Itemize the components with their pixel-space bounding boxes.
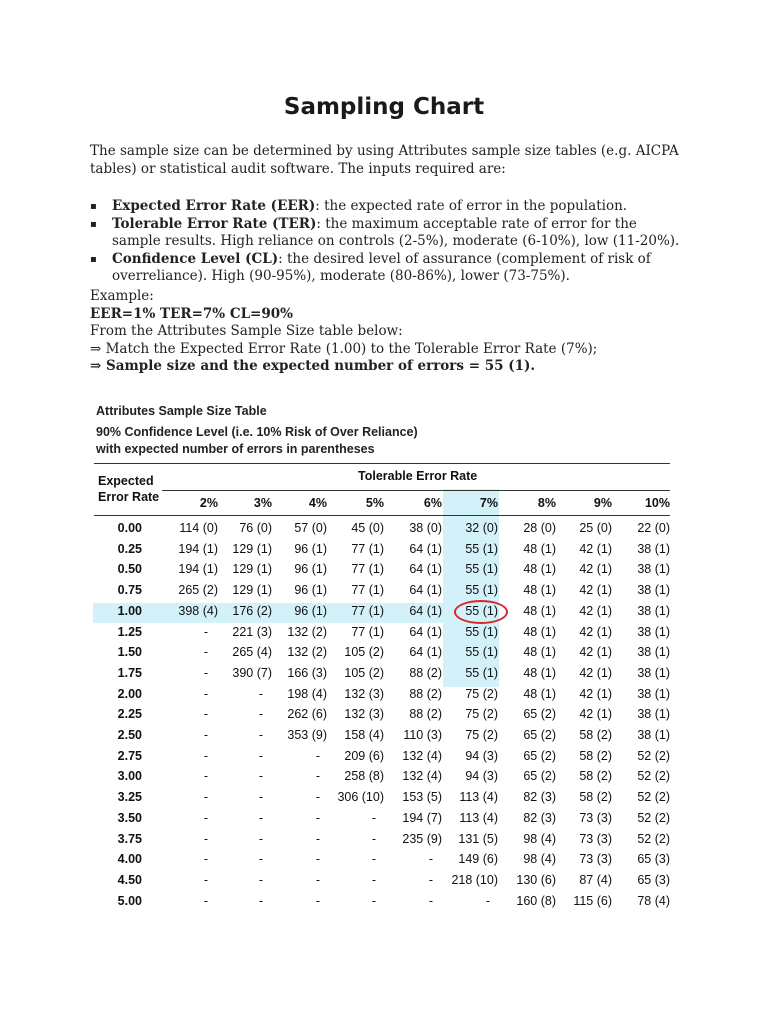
table-cell: 42 (1) (579, 541, 612, 556)
table-cell: 38 (1) (637, 707, 670, 722)
table-cell: 76 (0) (239, 521, 272, 535)
table-cell: 218 (10) (451, 872, 498, 887)
table-cell: 96 (1) (294, 583, 327, 598)
table-cell: - (371, 872, 377, 887)
table-cell: 132 (4) (402, 748, 442, 763)
table-cell: 64 (1) (409, 562, 442, 577)
table-cell: 209 (6) (344, 748, 384, 763)
table-cell: 132 (2) (287, 624, 327, 639)
example-result: ⇒ Sample size and the expected number of errors = 55 (1). (90, 358, 536, 374)
table-cell: 115 (6) (573, 893, 612, 908)
table-cell: 176 (2) (232, 603, 272, 618)
table-cell: 65 (3) (637, 872, 670, 887)
column-header: 7% (479, 496, 498, 510)
column-header: 8% (537, 496, 556, 510)
table-cell: 55 (1) (465, 645, 498, 660)
table-cell: 55 (1) (465, 624, 498, 639)
table-cell: 55 (1) (465, 541, 498, 556)
table-cell: 130 (6) (516, 872, 556, 887)
table-cell: - (315, 810, 321, 825)
term-label: Expected Error Rate (112, 198, 266, 214)
table-cell: 75 (2) (465, 728, 498, 742)
table-cell: 28 (0) (523, 521, 556, 535)
row-label: 1.75 (117, 665, 142, 680)
example-line: From the Attributes Sample Size table below: (90, 323, 403, 339)
table-cell: 105 (2) (344, 665, 384, 680)
table-cell: - (258, 748, 264, 763)
row-label: 3.75 (117, 831, 142, 846)
table-cell: 55 (1) (465, 665, 498, 680)
table-cell: 96 (1) (294, 562, 327, 577)
table-cell: - (315, 790, 321, 805)
row-label: 0.25 (117, 541, 142, 556)
table-cell: 306 (10) (337, 790, 384, 805)
row-label: 0.00 (117, 521, 142, 535)
table-cell: - (315, 893, 321, 908)
table-cell: 94 (3) (465, 769, 498, 784)
table-cell: 75 (2) (465, 686, 498, 701)
table-cell: 52 (2) (637, 810, 670, 825)
table-cell: - (203, 852, 209, 867)
table-cell: - (258, 852, 264, 867)
table-cell: - (428, 872, 434, 887)
table-cell: 38 (1) (637, 665, 670, 680)
table-cell: 114 (0) (179, 521, 218, 535)
table-cell: 42 (1) (579, 707, 612, 722)
table-cell: 113 (4) (459, 810, 498, 825)
table-cell: - (203, 872, 209, 887)
input-definitions-list (90, 198, 680, 286)
table-cell: - (371, 893, 377, 908)
table-cell: 96 (1) (294, 541, 327, 556)
table-cell: 132 (3) (344, 686, 384, 701)
table-cell: - (203, 893, 209, 908)
table-top-rule (94, 463, 670, 464)
table-cell: 129 (1) (232, 541, 272, 556)
table-cell: 198 (4) (287, 686, 327, 701)
table-cell: 42 (1) (579, 645, 612, 660)
table-cell: 42 (1) (579, 665, 612, 680)
table-cell: 48 (1) (523, 583, 556, 598)
example-params: EER=1% TER=7% CL=90% (90, 305, 293, 322)
term-description: : the expected rate of error in the population. (315, 198, 628, 214)
term-abbr: (TER) (267, 215, 317, 232)
table-cell: 55 (1) (465, 583, 498, 598)
table-cell: 42 (1) (579, 562, 612, 577)
table-cell: 55 (1) (465, 603, 498, 618)
table-cell: 48 (1) (523, 645, 556, 660)
table-cell: - (203, 624, 209, 639)
table-cell: 235 (9) (402, 831, 442, 846)
term-abbr: (EER) (265, 198, 316, 214)
table-cell: 398 (4) (178, 603, 218, 618)
table-cell: - (258, 831, 264, 846)
row-label: 0.75 (117, 583, 142, 598)
table-cell: - (203, 707, 209, 722)
table-cell: 87 (4) (579, 872, 612, 887)
column-group-header: Tolerable Error Rate (358, 469, 478, 483)
table-cell: 98 (4) (523, 852, 556, 867)
table-cell: - (315, 748, 321, 763)
example-label: Example: (90, 288, 154, 304)
row-label: 4.50 (117, 872, 142, 887)
table-cell: 38 (1) (637, 728, 670, 742)
row-label: 0.50 (117, 562, 142, 577)
table-cell: 82 (3) (523, 810, 556, 825)
term-description: : the desired level of assurance (complement of risk of overreliance). High (90-95%), moderate (80-86%), lower (73-75%). (112, 250, 651, 284)
table-cell: - (203, 748, 209, 763)
table-title: Attributes Sample Size Table (96, 404, 267, 418)
table-cell: 129 (1) (232, 583, 272, 598)
table-cell: 77 (1) (351, 624, 384, 639)
table-cell: 64 (1) (409, 645, 442, 660)
table-cell: 194 (1) (178, 562, 218, 577)
table-cell: 38 (1) (637, 624, 670, 639)
table-cell: - (203, 686, 209, 701)
table-cell: 22 (0) (637, 521, 670, 535)
table-cell: 94 (3) (465, 748, 498, 763)
table-cell: 38 (1) (637, 603, 670, 618)
row-label: 2.50 (117, 728, 142, 742)
table-cell: - (203, 810, 209, 825)
table-cell: 38 (1) (637, 562, 670, 577)
table-cell: 45 (0) (351, 521, 384, 535)
table-cell: - (315, 852, 321, 867)
table-cell: 153 (5) (402, 790, 442, 805)
table-cell: - (203, 790, 209, 805)
table-cell: 48 (1) (523, 624, 556, 639)
table-cell: - (203, 665, 209, 680)
column-header: 6% (423, 496, 442, 510)
column-header: 4% (308, 496, 327, 510)
table-subtitle: with expected number of errors in parentheses (96, 442, 375, 456)
column-header: 3% (253, 496, 272, 510)
intro-paragraph: The sample size can be determined by using Attributes sample size tables (e.g. AICPA tables) or statistical audit software. The inputs required are: (90, 143, 679, 177)
header-bottom-rule (94, 515, 670, 516)
table-cell: - (203, 645, 209, 660)
table-cell: 132 (2) (287, 645, 327, 660)
table-cell: 42 (1) (579, 686, 612, 701)
table-cell: 96 (1) (294, 603, 327, 618)
table-cell: 52 (2) (637, 748, 670, 763)
example-line: ⇒ Match the Expected Error Rate (1.00) to the Tolerable Error Rate (7%); (90, 340, 598, 357)
table-cell: 58 (2) (579, 748, 612, 763)
table-cell: 58 (2) (579, 728, 612, 742)
table-cell: 65 (3) (637, 852, 670, 867)
table-cell: 48 (1) (523, 665, 556, 680)
table-cell: 73 (3) (579, 831, 612, 846)
table-cell: 73 (3) (579, 852, 612, 867)
row-header: Error Rate (98, 490, 160, 504)
table-cell: 110 (3) (403, 728, 442, 742)
table-cell: - (428, 893, 434, 908)
table-cell: 52 (2) (637, 790, 670, 805)
table-cell: 149 (6) (458, 852, 498, 867)
table-cell: 48 (1) (523, 562, 556, 577)
table-cell: 88 (2) (409, 686, 442, 701)
table-cell: 262 (6) (287, 707, 327, 722)
row-label: 1.00 (117, 603, 142, 618)
list-item (90, 216, 680, 251)
column-group-rule (162, 490, 670, 491)
row-label: 1.50 (117, 645, 142, 660)
table-cell: 38 (1) (637, 583, 670, 598)
table-cell: 42 (1) (579, 603, 612, 618)
table-cell: - (258, 872, 264, 887)
table-cell: 105 (2) (344, 645, 384, 660)
term-label: Confidence Level (112, 250, 241, 267)
row-label: 1.25 (117, 624, 142, 639)
table-cell: 65 (2) (523, 748, 556, 763)
table-cell: 52 (2) (637, 769, 670, 784)
table-cell: 42 (1) (579, 624, 612, 639)
table-subtitle: 90% Confidence Level (i.e. 10% Risk of Over Reliance) (96, 425, 418, 439)
table-cell: - (315, 831, 321, 846)
table-cell: 166 (3) (287, 665, 327, 680)
table-cell: 221 (3) (232, 624, 272, 639)
table-cell: 113 (4) (459, 790, 498, 805)
table-cell: 64 (1) (409, 603, 442, 618)
column-header: 2% (199, 496, 218, 510)
table-cell: 52 (2) (637, 831, 670, 846)
table-cell: 38 (1) (637, 645, 670, 660)
table-cell: 38 (1) (637, 541, 670, 556)
page-title: Sampling Chart (283, 94, 485, 120)
table-cell: - (315, 872, 321, 887)
table-cell: 265 (2) (178, 583, 218, 598)
list-item (90, 198, 680, 216)
row-label: 2.25 (117, 707, 142, 722)
table-cell: - (371, 810, 377, 825)
row-label: 5.00 (117, 893, 142, 908)
table-cell: 58 (2) (579, 790, 612, 805)
term-abbr: (CL) (240, 250, 279, 267)
table-cell: 75 (2) (465, 707, 498, 722)
table-cell: - (371, 852, 377, 867)
table-cell: 48 (1) (523, 541, 556, 556)
table-cell: 64 (1) (409, 583, 442, 598)
table-cell: 160 (8) (516, 893, 556, 908)
table-cell: 65 (2) (523, 707, 556, 722)
table-cell: 64 (1) (409, 624, 442, 639)
table-cell: 58 (2) (579, 769, 612, 784)
table-cell: 158 (4) (344, 728, 384, 742)
column-header: 5% (365, 496, 384, 510)
table-cell: 194 (7) (402, 810, 442, 825)
table-cell: 390 (7) (232, 665, 272, 680)
table-cell: 88 (2) (409, 707, 442, 722)
row-label: 2.75 (117, 748, 142, 763)
table-cell: - (315, 769, 321, 784)
table-cell: 131 (5) (458, 831, 498, 846)
table-cell: 132 (3) (344, 707, 384, 722)
table-cell: - (203, 728, 209, 742)
table-cell: - (203, 831, 209, 846)
table-cell: - (485, 893, 491, 908)
table-cell: 77 (1) (351, 562, 384, 577)
table-cell: - (258, 707, 264, 722)
list-item (90, 251, 680, 286)
table-cell: - (203, 769, 209, 784)
table-cell: 38 (1) (637, 686, 670, 701)
table-cell: 55 (1) (465, 562, 498, 577)
table-cell: 42 (1) (579, 583, 612, 598)
table-cell: 258 (8) (344, 769, 384, 784)
table-cell: 65 (2) (523, 728, 556, 742)
table-cell: 194 (1) (178, 541, 218, 556)
term-description: : the maximum acceptable rate of error for the sample results. High reliance on controls (2-5%), moderate (6-10%), low (11-20%). (112, 215, 680, 249)
table-cell: - (258, 790, 264, 805)
table-cell: - (371, 831, 377, 846)
table-cell: 48 (1) (523, 686, 556, 701)
table-cell: 265 (4) (232, 645, 272, 660)
table-cell: - (258, 810, 264, 825)
table-cell: 65 (2) (523, 769, 556, 784)
row-header: Expected (98, 474, 154, 488)
table-cell: 353 (9) (287, 728, 327, 742)
table-cell: - (258, 728, 264, 742)
table-cell: 77 (1) (351, 583, 384, 598)
row-label: 4.00 (117, 852, 142, 867)
table-cell: 32 (0) (465, 521, 498, 535)
table-cell: 38 (0) (409, 521, 442, 535)
table-cell: 88 (2) (409, 665, 442, 680)
table-cell: 82 (3) (523, 790, 556, 805)
table-cell: 73 (3) (579, 810, 612, 825)
table-cell: 57 (0) (294, 521, 327, 535)
table-cell: 98 (4) (523, 831, 556, 846)
table-cell: - (258, 686, 264, 701)
row-label: 3.25 (117, 790, 142, 805)
table-cell: - (258, 769, 264, 784)
row-label: 3.00 (117, 769, 142, 784)
table-cell: - (428, 852, 434, 867)
example-block (90, 288, 680, 376)
table-cell: 25 (0) (579, 521, 612, 535)
column-header: 10% (644, 496, 670, 510)
row-label: 2.00 (117, 686, 142, 701)
column-header: 9% (593, 496, 612, 510)
table-cell: 77 (1) (351, 603, 384, 618)
table-cell: - (258, 893, 264, 908)
row-label: 3.50 (117, 810, 142, 825)
table-cell: 78 (4) (637, 893, 670, 908)
term-label: Tolerable Error Rate (112, 215, 268, 232)
table-cell: 77 (1) (351, 541, 384, 556)
table-cell: 132 (4) (402, 769, 442, 784)
table-cell: 48 (1) (523, 603, 556, 618)
table-cell: 64 (1) (409, 541, 442, 556)
table-cell: 129 (1) (232, 562, 272, 577)
answer-circle (454, 600, 508, 624)
